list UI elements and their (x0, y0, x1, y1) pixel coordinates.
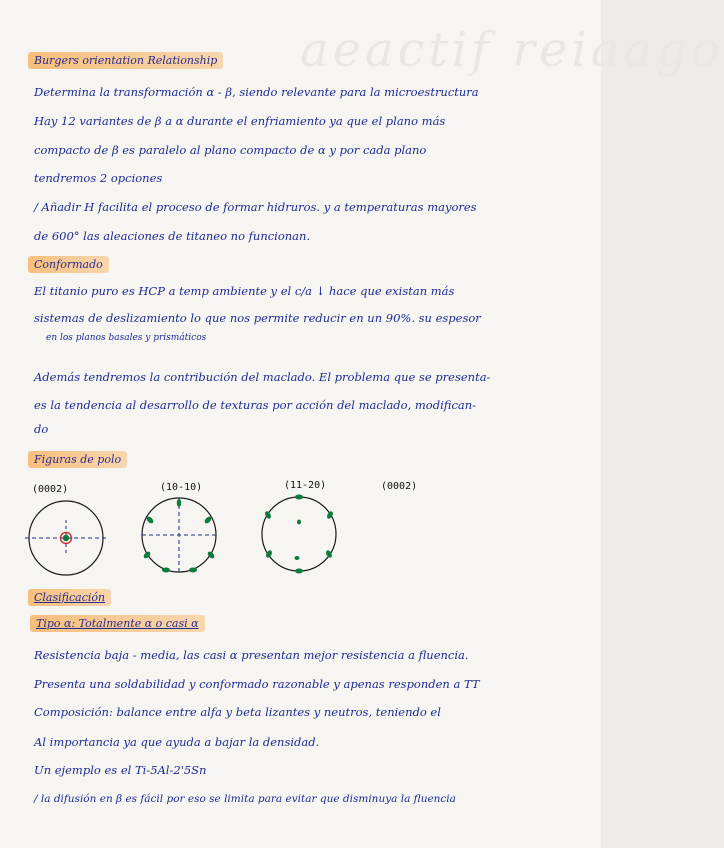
pole-figure-10-10 (142, 498, 216, 573)
pole-figure-label: (10-10) (160, 482, 203, 493)
pole-mark (295, 556, 300, 560)
text-line: Un ejemplo es el Ti-5Al-2'5Sn (34, 763, 207, 777)
text-line: Al importancia ya que ayuda a bajar la densidad. (34, 735, 320, 749)
pole-mark (189, 568, 197, 573)
pole-figure-label: (0002) (381, 481, 418, 492)
pole-figure-label: (11-20) (284, 480, 327, 491)
text-line: El titanio puro es HCP a temp ambiente y el c/a ↓ hace que existan más (34, 284, 455, 298)
text-line: Resistencia baja - media, las casi α presentan mejor resistencia a fluencia. (34, 648, 469, 662)
text-line: Presenta una soldabilidad y conformado razonable y apenas responden a TT (34, 677, 480, 691)
text-line: do (34, 422, 49, 436)
pole-figure-circle (262, 497, 336, 571)
text-line: en los planos basales y prismáticos (46, 333, 207, 343)
pole-mark (162, 568, 170, 573)
pole-figure-0002 (25, 501, 107, 575)
text-line: de 600° las aleaciones de titaneo no funcionan. (34, 229, 311, 243)
text-line: Determina la transformación α - β, siendo relevante para la microestructura (34, 85, 479, 99)
pole-mark (63, 535, 69, 541)
pole-mark (177, 499, 181, 507)
text-line: sistemas de deslizamiento lo que nos permite reducir en un 90%. su espesor (34, 311, 481, 325)
heading-conformado: Conformado (28, 256, 109, 273)
bleed-through-text: aeactif reiaago (300, 22, 724, 78)
text-line: / la difusión en β es fácil por eso se limita para evitar que disminuya la fluencia (34, 793, 456, 805)
heading-figuras-de-polo: Figuras de polo (28, 451, 127, 468)
pole-mark (295, 569, 303, 574)
text-line: es la tendencia al desarrollo de texturas por acción del maclado, modifican- (34, 398, 477, 412)
pole-mark (295, 495, 303, 500)
pole-figure-11-20 (262, 495, 336, 574)
text-line: Composición: balance entre alfa y beta lizantes y neutros, teniendo el (34, 705, 441, 719)
text-line: tendremos 2 opciones (34, 171, 163, 185)
pole-mark (297, 520, 301, 525)
text-line: Hay 12 variantes de β a α durante el enfriamiento ya que el plano más (34, 114, 446, 128)
heading-tipo-alpha: Tipo α: Totalmente α o casi α (30, 615, 205, 632)
text-line: Además tendremos la contribución del maclado. El problema que se presenta- (34, 370, 491, 384)
text-line: / Añadir H facilita el proceso de formar hidruros. y a temperaturas mayores (34, 200, 477, 214)
text-line: compacto de β es paralelo al plano compacto de α y por cada plano (34, 143, 427, 157)
heading-clasificacion: Clasificación (28, 589, 111, 606)
pole-figure-label: (0002) (32, 484, 69, 495)
heading-burgers: Burgers orientation Relationship (28, 52, 223, 69)
